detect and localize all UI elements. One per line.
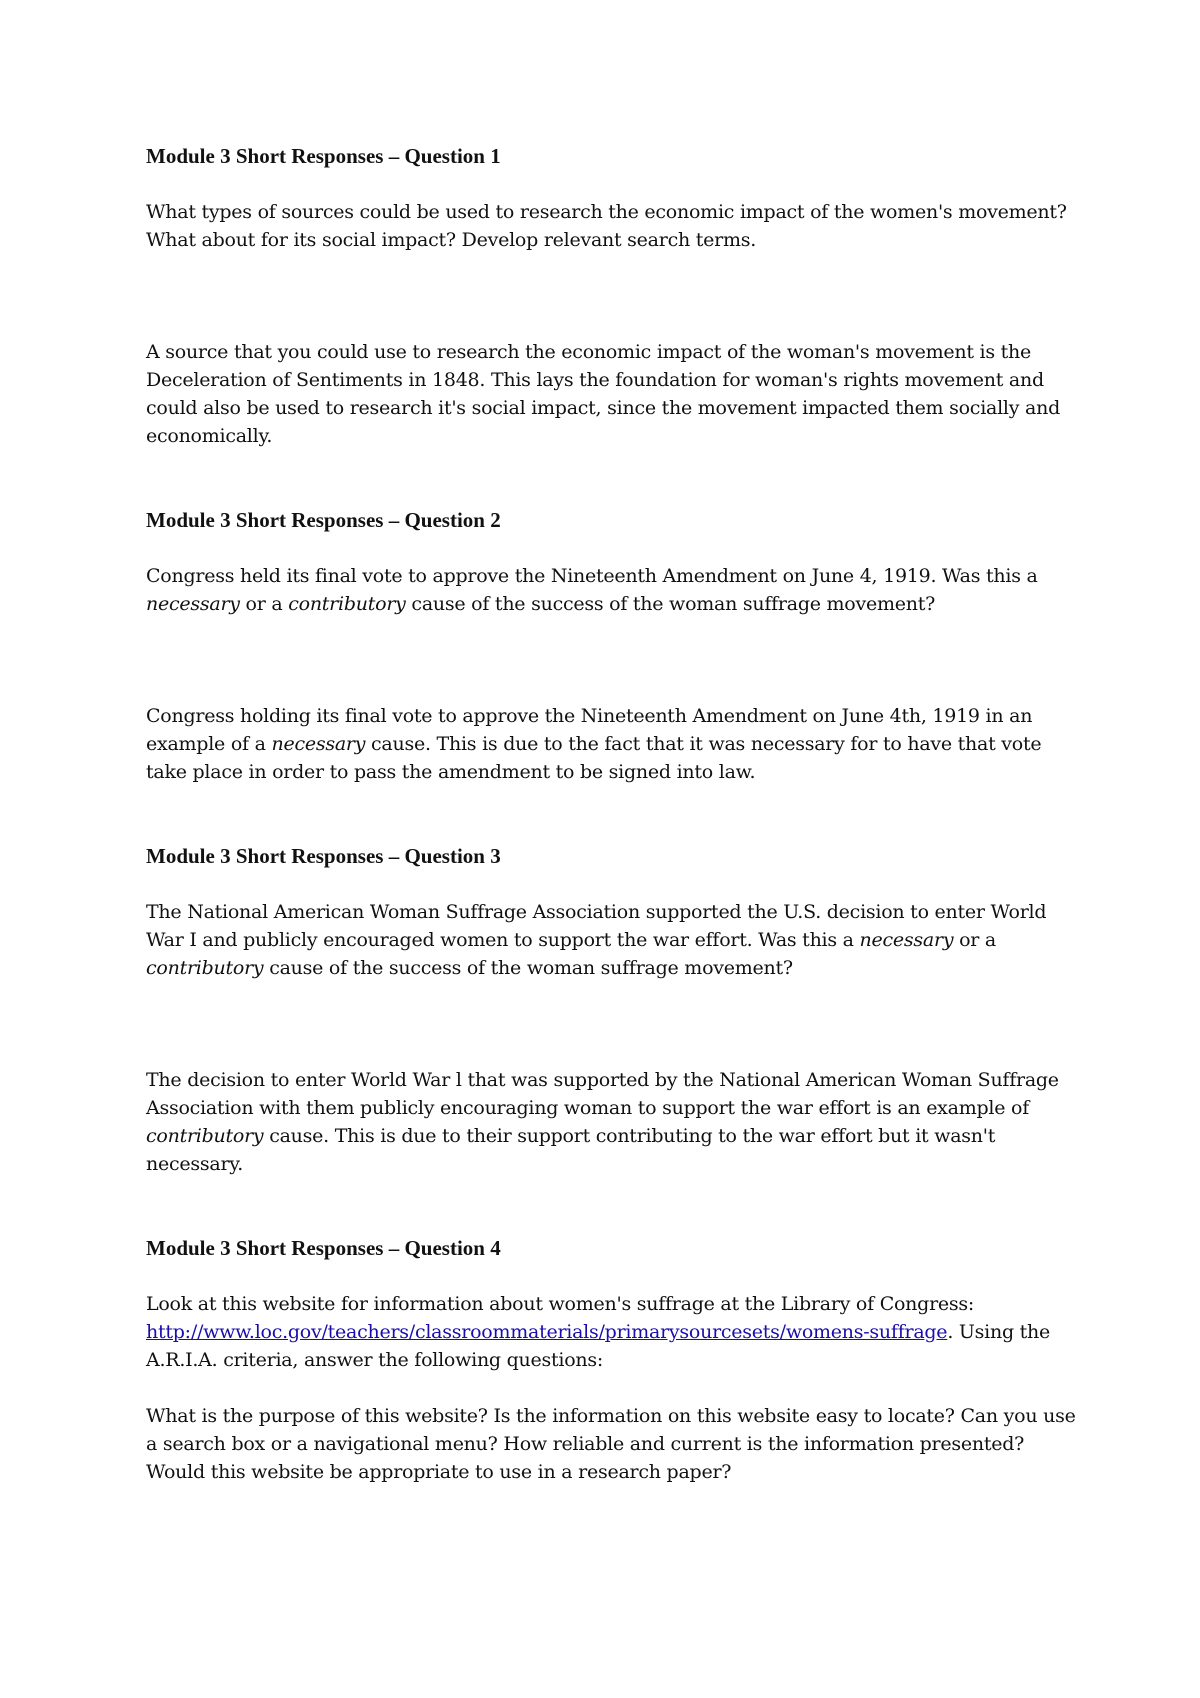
question-1-heading: Module 3 Short Responses – Question 1: [146, 144, 501, 168]
question-3-answer: [146, 1066, 1076, 1178]
question-3-prompt-emphasis-1: necessary: [859, 929, 954, 951]
question-2-prompt-emphasis-1: necessary: [146, 593, 240, 615]
question-2-prompt: [146, 562, 1076, 618]
question-3-heading: Module 3 Short Responses – Question 3: [146, 844, 501, 868]
question-2-prompt-text-3: cause of the success of the woman suffrage movement?: [405, 593, 936, 615]
question-3-prompt: [146, 898, 1076, 982]
document-body: [146, 142, 1076, 1486]
question-3-answer-text-2: cause. This is due to their support contributing to the war effort but it wasn't necessary.: [146, 1125, 996, 1175]
question-2-heading: Module 3 Short Responses – Question 2: [146, 508, 501, 532]
library-of-congress-link[interactable]: http://www.loc.gov/teachers/classroommaterials/primarysourcesets/womens-suffrage: [146, 1321, 948, 1343]
question-1-answer: A source that you could use to research the economic impact of the woman's movement is the Deceleration of Sentiments in 1848. This lays the foundation for woman's rights movement and could also be used to research it's social impact, since the movement impacted them socially and economically.: [146, 341, 1061, 447]
question-2-prompt-text-1: Congress held its final vote to approve the Nineteenth Amendment on June 4, 1919. Was this a: [146, 565, 1038, 587]
question-3-answer-emphasis: contributory: [146, 1125, 264, 1147]
question-3-prompt-emphasis-2: contributory: [146, 957, 264, 979]
question-4-prompt: What is the purpose of this website? Is the information on this website easy to locate? Can you use a search box or a navigational menu? How reliable and current is the information presented? Would this website be appropriate to use in a research paper?: [146, 1405, 1076, 1483]
question-2-prompt-text-2: or a: [239, 593, 289, 615]
question-3-prompt-text-2: or a: [953, 929, 996, 951]
question-3-answer-text-1: The decision to enter World War l that was supported by the National American Woman Suffrage Association with them publicly encouraging woman to support the war effort is an example of: [146, 1069, 1059, 1119]
question-2-answer-text-2: cause. This is due to the fact that it was necessary for to have that vote take place in order to pass the amendment to be signed into law.: [146, 733, 1042, 783]
question-2-answer-text-1: Congress holding its final vote to approve the Nineteenth Amendment on June 4th, 1919 in an example of a: [146, 705, 1033, 755]
question-2-answer-emphasis: necessary: [271, 733, 366, 755]
question-3-prompt-text-1: The National American Woman Suffrage Association supported the U.S. decision to enter World War I and publicly encouraged women to support the war effort. Was this a: [146, 901, 1047, 951]
question-4-heading: Module 3 Short Responses – Question 4: [146, 1236, 501, 1260]
question-4-intro-text-2: . Using the A.R.I.A. criteria, answer the following questions:: [146, 1321, 1051, 1371]
question-3-prompt-text-3: cause of the success of the woman suffrage movement?: [263, 957, 793, 979]
question-1-prompt: What types of sources could be used to research the economic impact of the women's movement? What about for its social impact? Develop relevant search terms.: [146, 201, 1067, 251]
question-2-answer: [146, 702, 1076, 786]
question-2-prompt-emphasis-2: contributory: [288, 593, 406, 615]
question-4-intro-text-1: Look at this website for information about women's suffrage at the Library of Congress:: [146, 1293, 975, 1315]
question-4-intro: [146, 1290, 1076, 1374]
